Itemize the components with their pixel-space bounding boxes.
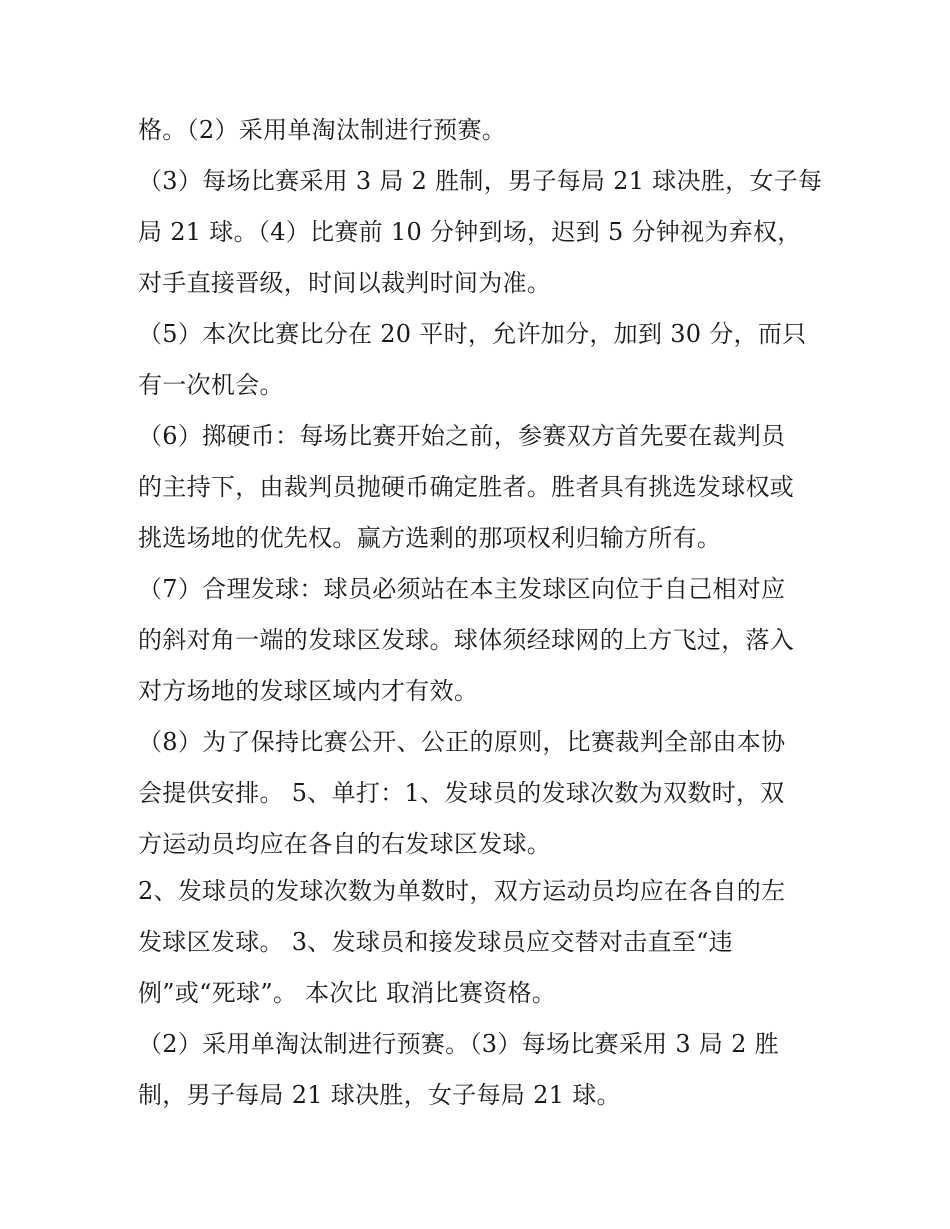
text-line: 挑选场地的优先权。赢方选剩的那项权利归输方所有。 xyxy=(138,524,722,552)
text-line: 格。（2）采用单淘汰制进行预赛。 xyxy=(138,116,507,144)
text-line: （5）本次比赛比分在 20 平时，允许加分，加到 30 分，而只 xyxy=(138,320,807,348)
text-line: 2、发球员的发球次数为单数时，双方运动员均应在各自的左 xyxy=(138,877,786,905)
text-line: （7）合理发球：球员必须站在本主发球区向位于自己相对应 xyxy=(138,575,786,603)
text-line: 例”或“死球”。 本次比 取消比赛资格。 xyxy=(138,979,557,1007)
text-line: 局 21 球。（4）比赛前 10 分钟到场，迟到 5 分钟视为弃权， xyxy=(138,218,802,246)
text-line: 方运动员均应在各自的右发球区发球。 xyxy=(138,830,552,858)
text-line: 会提供安排。 5、单打：1、发球员的发球次数为双数时，双 xyxy=(138,779,785,807)
text-line: （8）为了保持比赛公开、公正的原则，比赛裁判全部由本协 xyxy=(138,728,786,756)
text-line: 对方场地的发球区域内才有效。 xyxy=(138,677,479,705)
text-line: 制，男子每局 21 球决胜，女子每局 21 球。 xyxy=(138,1081,621,1109)
text-line: 对手直接晋级，时间以裁判时间为准。 xyxy=(138,269,552,297)
text-line: 的主持下，由裁判员抛硬币确定胜者。胜者具有挑选发球权或 xyxy=(138,473,795,501)
text-line: （3）每场比赛采用 3 局 2 胜制，男子每局 21 球决胜，女子每 xyxy=(138,167,823,195)
text-line: （6）掷硬币：每场比赛开始之前，参赛双方首先要在裁判员 xyxy=(138,422,786,450)
text-line: 的斜对角一端的发球区发球。球体须经球网的上方飞过，落入 xyxy=(138,626,795,654)
text-line: 有一次机会。 xyxy=(138,371,284,399)
text-line: 发球区发球。 3、发球员和接发球员应交替对击直至“违 xyxy=(138,928,733,956)
text-line: （2）采用单淘汰制进行预赛。（3）每场比赛采用 3 局 2 胜 xyxy=(138,1030,779,1058)
